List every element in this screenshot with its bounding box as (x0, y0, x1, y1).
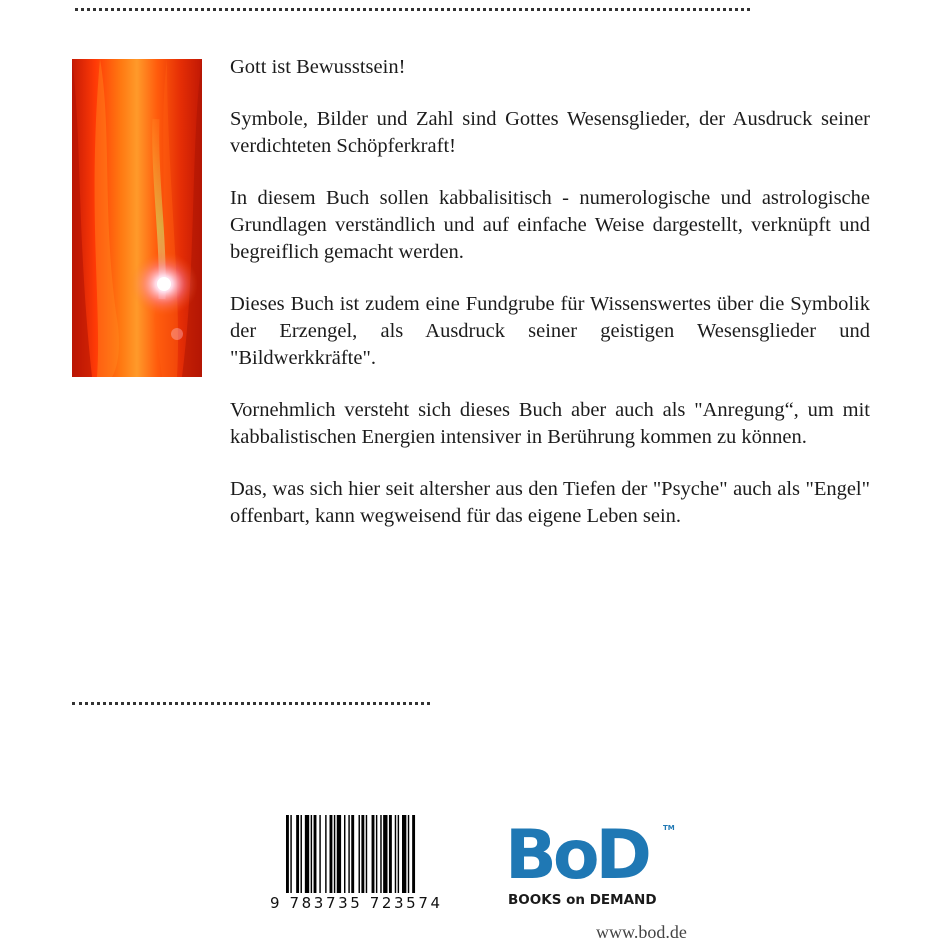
blurb-paragraph: Symbole, Bilder und Zahl sind Gottes Wesensglieder, der Ausdruck seiner verdichteten Schöpferkraft! (230, 108, 870, 157)
barcode-bar (366, 815, 367, 893)
barcode-bar (286, 815, 289, 893)
blurb-paragraph: In diesem Buch sollen kabbalisitisch - numerologische und astrologische Grundlagen verständlich und auf einfache Weise dargestellt, verknüpft und begreiflich gemacht werden. (230, 187, 870, 263)
publisher-website: www.bod.de (596, 922, 687, 942)
barcode-bar (408, 815, 409, 893)
barcode-bar (337, 815, 341, 893)
blurb-paragraph: Gott ist Bewusstsein! (230, 56, 406, 78)
barcode-bar (389, 815, 392, 893)
publisher-logo (505, 816, 680, 912)
dotted-divider-bottom (72, 702, 430, 705)
barcode-bar (325, 815, 326, 893)
barcode-bar (334, 815, 335, 893)
barcode-bar (361, 815, 364, 893)
blurb-paragraph: Das, was sich hier seit altersher aus den Tiefen der "Psyche" auch als "Engel" offenbart, kann wegweisend für das eigene Leben sein. (230, 478, 870, 527)
blurb-paragraph: Vornehmlich versteht sich dieses Buch aber auch als "Anregung“, um mit kabbalistischen Energien intensiver in Berührung kommen zu können. (230, 399, 870, 448)
barcode-bar (290, 815, 291, 893)
barcode-bar (398, 815, 399, 893)
blurb-text (230, 54, 870, 555)
barcode-bar (311, 815, 312, 893)
barcode-bar (372, 815, 375, 893)
barcode-bar (301, 815, 302, 893)
barcode-bar (412, 815, 415, 893)
barcode-bar (380, 815, 381, 893)
isbn-barcode (270, 815, 456, 915)
barcode-bar (402, 815, 406, 893)
barcode-bar (395, 815, 396, 893)
bod-logo-mark: BoD (505, 816, 648, 895)
barcode-bar (344, 815, 345, 893)
isbn-number: 9 783735 723574 (270, 894, 443, 912)
dotted-divider-top (75, 8, 750, 11)
trademark-symbol: TM (663, 824, 675, 832)
barcode-bar (383, 815, 387, 893)
barcode-bar (296, 815, 299, 893)
barcode-bar (319, 815, 320, 893)
barcode-bar (348, 815, 349, 893)
barcode-bar (351, 815, 354, 893)
barcode-bar (376, 815, 377, 893)
barcode-bar (330, 815, 333, 893)
publisher-tagline: BOOKS on DEMAND (508, 892, 657, 908)
barcode-bar (314, 815, 317, 893)
barcode-bar (359, 815, 360, 893)
cover-flame-image (72, 59, 202, 377)
barcode-bar (305, 815, 309, 893)
blurb-paragraph: Dieses Buch ist zudem eine Fundgrube für Wissenswertes über die Symbolik der Erzengel, als Ausdruck seiner geistigen Wesensglieder und "Bildwerkkräfte". (230, 293, 870, 369)
